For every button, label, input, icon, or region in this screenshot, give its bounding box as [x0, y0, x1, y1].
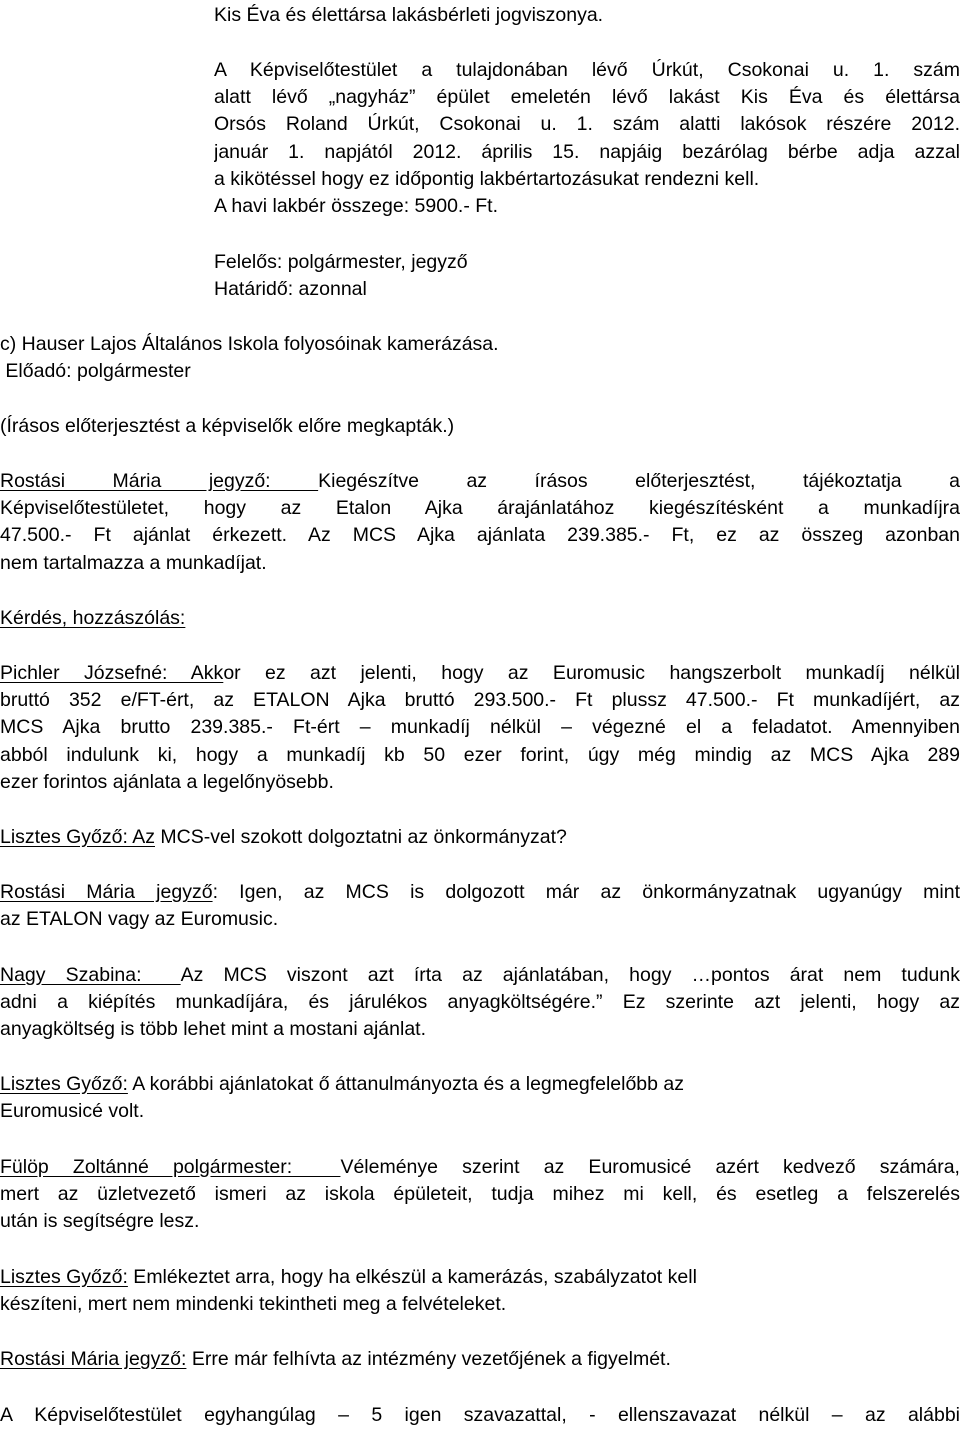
- text-line: nem tartalmazza a munkadíjat.: [0, 551, 267, 574]
- text-line: január 1. napjától 2012. április 15. napjáig bezárólag bérbe adja azzal: [214, 140, 960, 163]
- resolution-body: [214, 57, 960, 220]
- speaker-name: Pichler Józsefné: Akk: [0, 662, 224, 684]
- text-line: Fülöp Zoltánné polgármester: Véleménye szerint az Euromusicé azért kedvező számára,: [0, 1156, 960, 1178]
- paragraph-rostasi-3: [0, 1346, 960, 1373]
- text-line: ezer forintos ajánlata a legelőnyösebb.: [0, 770, 334, 793]
- resolution-responsible: [214, 249, 960, 303]
- heading-kerdes: Kérdés, hozzászólás:: [0, 607, 186, 629]
- text-line: Lisztes Győző: Emlékeztet arra, hogy ha elkészül a kamerázás, szabályzatot kell: [0, 1266, 697, 1288]
- text-line: alatt lévő „nagyház” épület emeletén lévő lakást Kis Éva és élettársa: [214, 86, 960, 109]
- text-line: bruttó 352 e/FT-ért, az ETALON Ajka bruttó 293.500.- Ft plussz 47.500.- Ft munkadíjért, az: [0, 689, 960, 712]
- text-line: mert az üzletvezető ismeri az iskola épületeit, tudja mihez mi kell, és esetleg a felszerelés: [0, 1183, 960, 1206]
- speaker-name: Rostási Mária jegyző:: [0, 1348, 187, 1370]
- speaker-name: Lisztes Győző:: [0, 1073, 128, 1095]
- paragraph-rostasi-1: [0, 468, 960, 577]
- paragraph-lisztes-3: [0, 1264, 960, 1318]
- paragraph-pichler: [0, 660, 960, 796]
- agenda-note: [0, 413, 960, 440]
- text-line: Képviselőtestületet, hogy az Etalon Ajka árajánlatához kiegészítésként a munkadíjra: [0, 497, 960, 520]
- text-line: Kis Éva és élettársa lakásbérleti jogviszonya.: [214, 4, 604, 26]
- speaker-name: Fülöp Zoltánné polgármester:: [0, 1156, 341, 1178]
- paragraph-lisztes-1: [0, 824, 960, 851]
- text-line: Orsós Roland Úrkút, Csokonai u. 1. szám alatti lakósok részére 2012.: [214, 113, 960, 136]
- speaker-name: Rostási Mária jegyző:: [0, 470, 319, 492]
- text-line: A havi lakbér összege: 5900.- Ft.: [214, 194, 498, 217]
- speaker-name: Nagy Szabina:: [0, 964, 181, 986]
- text-line: Nagy Szabina: Az MCS viszont azt írta az ajánlatában, hogy …pontos árat nem tudunk: [0, 964, 960, 986]
- text-line: Lisztes Győző: Az MCS-vel szokott dolgoztatni az önkormányzat?: [0, 826, 567, 848]
- text-line: Rostási Mária jegyző: Erre már felhívta az intézmény vezetőjének a figyelmét.: [0, 1348, 671, 1370]
- speaker-name: Lisztes Győző: Az: [0, 826, 155, 848]
- section-heading: [0, 605, 960, 632]
- paragraph-rostasi-2: [0, 879, 960, 933]
- agenda-title: c) Hauser Lajos Általános Iskola folyosóinak kamerázása.: [0, 333, 499, 355]
- text-line: abból indulunk ki, hogy a munkadíj kb 50 ezer forint, úgy még mindig az MCS Ajka 289: [0, 743, 960, 766]
- text-line: Euromusicé volt.: [0, 1100, 145, 1123]
- speaker-name: Rostási Mária jegyző: [0, 881, 213, 903]
- text-line: után is segítségre lesz.: [0, 1210, 200, 1233]
- text-line: (Írásos előterjesztést a képviselők előre megkapták.): [0, 415, 455, 437]
- text-line: Pichler Józsefné: Akkor ez azt jelenti, hogy az Euromusic hangszerbolt munkadíj nélkül: [0, 662, 960, 684]
- text-line: 47.500.- Ft ajánlat érkezett. Az MCS Ajka ajánlata 239.385.- Ft, ez az összeg azonban: [0, 524, 960, 547]
- text-line: Határidő: azonnal: [214, 278, 367, 301]
- agenda-item-c: [0, 331, 960, 385]
- presenter-line: Előadó: polgármester: [0, 360, 191, 383]
- paragraph-fulop: [0, 1154, 960, 1236]
- text-line: Felelős: polgármester, jegyző: [214, 251, 468, 273]
- text-line: készíteni, mert nem mindenki tekintheti meg a felvételeket.: [0, 1293, 507, 1316]
- text-line: adni a kiépítés munkadíjára, és járulékos anyagköltségére.” Ez szerinte azt jelenti, hogy az: [0, 991, 960, 1014]
- text-line: a kikötéssel hogy ez időpontig lakbértartozásukat rendezni kell.: [214, 167, 760, 190]
- paragraph-lisztes-2: [0, 1071, 960, 1125]
- text-line: Rostási Mária jegyző: Kiegészítve az írásos előterjesztést, tájékoztatja a: [0, 470, 960, 492]
- speaker-name: Lisztes Győző:: [0, 1266, 128, 1288]
- text-line: MCS Ajka brutto 239.385.- Ft-ért – munkadíj nélkül – végezné el a feladatot. Amennyiben: [0, 716, 960, 739]
- paragraph-nagy: [0, 962, 960, 1044]
- text-line: A Képviselőtestület egyhangúlag – 5 igen szavazattal, - ellenszavazat nélkül – az alábbi: [0, 1404, 960, 1426]
- text-line: Lisztes Győző: A korábbi ajánlatokat ő áttanulmányozta és a legmegfelelőbb az: [0, 1073, 685, 1095]
- text-line: Rostási Mária jegyző: Igen, az MCS is dolgozott már az önkormányzatnak ugyanúgy mint: [0, 881, 960, 903]
- resolution-title: [214, 2, 960, 29]
- paragraph-vote: [0, 1402, 960, 1429]
- text-line: az ETALON vagy az Euromusic.: [0, 908, 279, 931]
- text-line: anyagköltség is több lehet mint a mostani ajánlat.: [0, 1018, 427, 1041]
- text-line: A Képviselőtestület a tulajdonában lévő Úrkút, Csokonai u. 1. szám: [214, 59, 960, 81]
